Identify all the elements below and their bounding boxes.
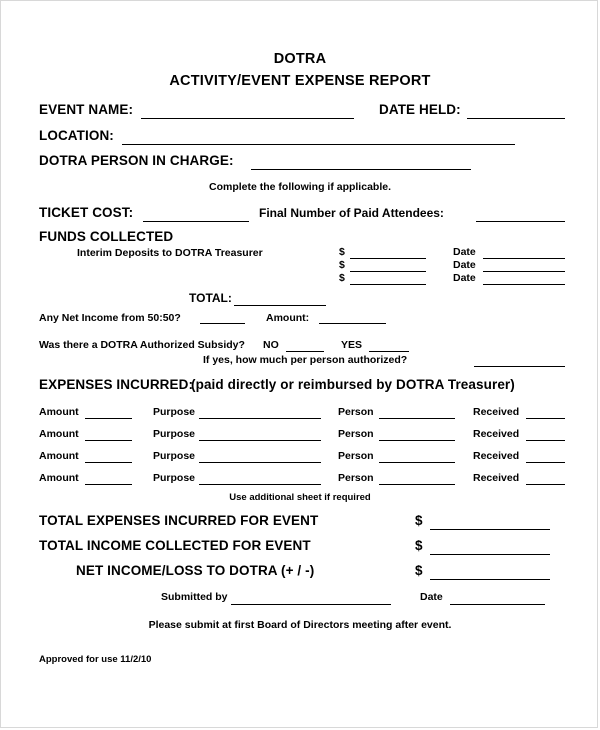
- total-income-label: TOTAL INCOME COLLECTED FOR EVENT: [39, 538, 311, 553]
- expense-person-label-1: Person: [338, 406, 374, 418]
- expense-amount-label-2: Amount: [39, 428, 79, 440]
- interim-deposits-label: Interim Deposits to DOTRA Treasurer: [77, 247, 263, 259]
- expense-person-input-3[interactable]: [379, 462, 455, 463]
- expense-received-label-1: Received: [473, 406, 520, 418]
- expenses-section-note: (paid directly or reimbursed by DOTRA Treasurer): [191, 377, 515, 392]
- location-label: LOCATION:: [39, 128, 114, 143]
- expense-person-label-3: Person: [338, 450, 374, 462]
- date-held-input[interactable]: [467, 118, 565, 119]
- funds-amount-input-3[interactable]: [350, 284, 426, 285]
- expense-purpose-input-4[interactable]: [199, 484, 321, 485]
- expense-person-input-2[interactable]: [379, 440, 455, 441]
- expense-person-label-2: Person: [338, 428, 374, 440]
- expense-purpose-label-1: Purpose: [153, 406, 196, 418]
- paid-attendees-input[interactable]: [476, 221, 565, 222]
- submit-note: Please submit at first Board of Directors meeting after event.: [148, 619, 452, 631]
- signature-date-input[interactable]: [450, 604, 545, 605]
- expense-received-input-2[interactable]: [526, 440, 565, 441]
- funds-date-input-3[interactable]: [483, 284, 565, 285]
- date-held-label: DATE HELD:: [379, 102, 461, 117]
- expense-amount-label-3: Amount: [39, 450, 79, 462]
- funds-date-label-1: Date: [453, 246, 476, 258]
- paid-attendees-label: Final Number of Paid Attendees:: [259, 206, 444, 220]
- funds-currency-symbol-3: $: [339, 272, 345, 284]
- expense-amount-input-1[interactable]: [85, 418, 132, 419]
- expense-purpose-label-2: Purpose: [153, 428, 196, 440]
- funds-amount-input-2[interactable]: [350, 271, 426, 272]
- expense-received-input-4[interactable]: [526, 484, 565, 485]
- document-title: ACTIVITY/EVENT EXPENSE REPORT: [169, 73, 431, 89]
- expense-purpose-input-3[interactable]: [199, 462, 321, 463]
- subsidy-question-label: Was there a DOTRA Authorized Subsidy?: [39, 339, 245, 351]
- location-input[interactable]: [122, 144, 515, 145]
- event-name-label: EVENT NAME:: [39, 102, 134, 117]
- subsidy-no-label: NO: [263, 339, 279, 351]
- expenses-section-label: EXPENSES INCURRED:: [39, 377, 194, 392]
- expense-purpose-input-2[interactable]: [199, 440, 321, 441]
- funds-total-input[interactable]: [234, 305, 326, 306]
- document-org-title: DOTRA: [273, 51, 327, 67]
- subsidy-yes-label: YES: [341, 339, 363, 351]
- ticket-cost-label: TICKET COST:: [39, 205, 134, 220]
- expense-received-label-4: Received: [473, 472, 520, 484]
- subsidy-per-person-label: If yes, how much per person authorized?: [203, 354, 408, 366]
- funds-currency-symbol: $: [339, 246, 345, 258]
- approved-for-use-footer: Approved for use 11/2/10: [39, 654, 152, 665]
- expense-received-label-2: Received: [473, 428, 520, 440]
- net-income-loss-input[interactable]: [430, 579, 550, 580]
- total-expenses-input[interactable]: [430, 529, 550, 530]
- expense-amount-input-2[interactable]: [85, 440, 132, 441]
- total-expenses-currency-symbol: $: [415, 513, 423, 528]
- subsidy-yes-input[interactable]: [369, 351, 409, 352]
- complete-if-applicable-note: Complete the following if applicable.: [208, 181, 391, 193]
- total-income-input[interactable]: [430, 554, 550, 555]
- expense-amount-label-4: Amount: [39, 472, 79, 484]
- signature-date-label: Date: [420, 591, 443, 603]
- total-income-currency-symbol: $: [415, 538, 423, 553]
- funds-collected-section-label: FUNDS COLLECTED: [39, 229, 174, 244]
- expense-amount-label-1: Amount: [39, 406, 79, 418]
- subsidy-per-person-input[interactable]: [474, 366, 565, 367]
- funds-date-label-3: Date: [453, 272, 476, 284]
- funds-date-label-2: Date: [453, 259, 476, 271]
- expense-received-input-3[interactable]: [526, 462, 565, 463]
- expense-received-label-3: Received: [473, 450, 520, 462]
- total-expenses-label: TOTAL EXPENSES INCURRED FOR EVENT: [39, 513, 319, 528]
- funds-currency-symbol-2: $: [339, 259, 345, 271]
- net-income-amount-label: Amount:: [266, 312, 310, 324]
- ticket-cost-input[interactable]: [143, 221, 249, 222]
- funds-date-input-2[interactable]: [483, 271, 565, 272]
- subsidy-no-input[interactable]: [286, 351, 324, 352]
- expense-person-input-4[interactable]: [379, 484, 455, 485]
- expense-received-input-1[interactable]: [526, 418, 565, 419]
- funds-date-input-1[interactable]: [483, 258, 565, 259]
- net-income-amount-input[interactable]: [319, 323, 386, 324]
- event-name-input[interactable]: [141, 118, 354, 119]
- expense-amount-input-3[interactable]: [85, 462, 132, 463]
- funds-amount-input-1[interactable]: [350, 258, 426, 259]
- expense-purpose-label-4: Purpose: [153, 472, 196, 484]
- submitted-by-label: Submitted by: [161, 591, 228, 603]
- expense-amount-input-4[interactable]: [85, 484, 132, 485]
- net-income-question-label: Any Net Income from 50:50?: [39, 312, 181, 324]
- net-income-yesno-input[interactable]: [200, 323, 245, 324]
- funds-total-label: TOTAL:: [189, 291, 232, 305]
- expense-person-label-4: Person: [338, 472, 374, 484]
- person-in-charge-label: DOTRA PERSON IN CHARGE:: [39, 153, 234, 168]
- net-income-loss-currency-symbol: $: [415, 563, 423, 578]
- expense-purpose-input-1[interactable]: [199, 418, 321, 419]
- expense-person-input-1[interactable]: [379, 418, 455, 419]
- expense-purpose-label-3: Purpose: [153, 450, 196, 462]
- net-income-loss-label: NET INCOME/LOSS TO DOTRA (+ / -): [76, 563, 315, 578]
- use-additional-sheet-note: Use additional sheet if required: [229, 492, 371, 503]
- person-in-charge-input[interactable]: [251, 169, 471, 170]
- submitted-by-input[interactable]: [231, 604, 391, 605]
